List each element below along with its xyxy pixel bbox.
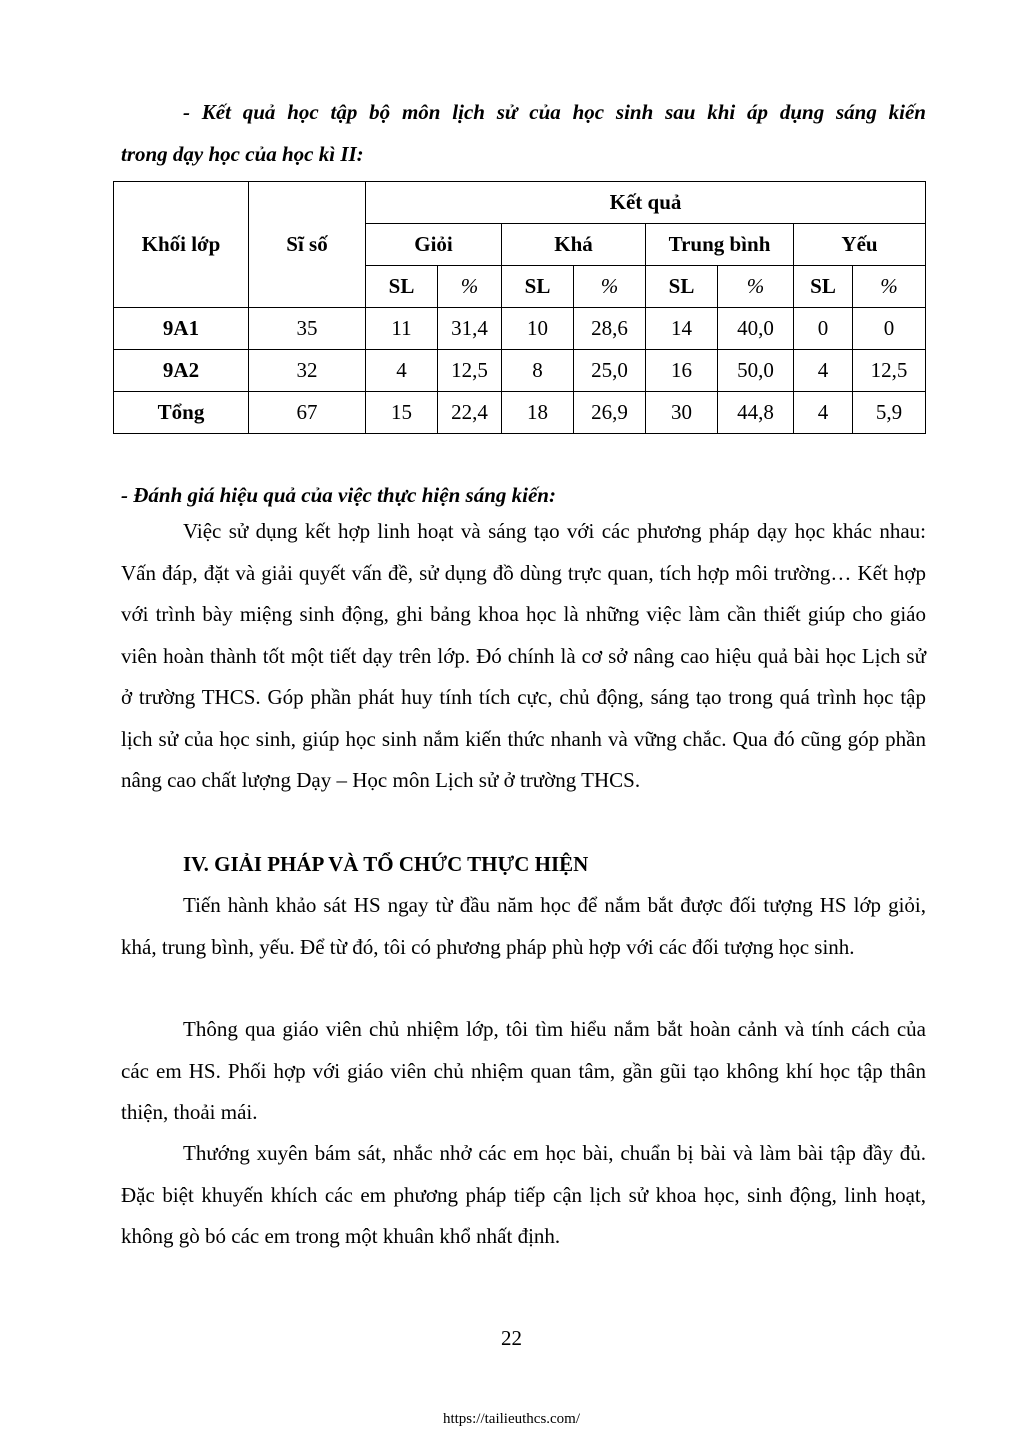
column-header-block: Khối lớp	[114, 182, 249, 308]
results-heading-line1: - Kết quả học tập bộ môn lịch sử của học sinh sau khi áp dụng sáng kiến	[183, 100, 926, 124]
sub-header-sl: SL	[502, 266, 574, 308]
table-row	[114, 392, 926, 434]
sub-header-pct: %	[853, 266, 926, 308]
evaluation-paragraph: Việc sử dụng kết hợp linh hoạt và sáng tạo với các phương pháp dạy học khác nhau: Vấn đáp, đặt và giải quyết vấn đề, sử dụng đồ dùng trực quan, tích hợp môi trường… Kết hợp với trình bày miệng sinh động, ghi bảng khoa học là những việc làm cần thiết giúp cho giáo viên hoàn thành tốt một tiết dạy trên lớp. Đó chính là cơ sở nâng cao hiệu quả bài học Lịch sử ở trường THCS. Góp phần phát huy tính tích cực, chủ động, sáng tạo trong quá trình học tập lịch sử của học sinh, giúp học sinh nắm kiến thức nhanh và vững chắc. Qua đó cũng góp phần nâng cao chất lượng Dạy – Học môn Lịch sử ở trường THCS.	[121, 519, 926, 792]
table-cell: 12,5	[853, 350, 926, 392]
row-label: 9A1	[114, 308, 249, 350]
group-header: Trung bình	[646, 224, 794, 266]
table-cell: 18	[502, 392, 574, 434]
table-row	[114, 350, 926, 392]
row-count: 67	[249, 392, 366, 434]
table-cell: 25,0	[574, 350, 646, 392]
group-header: Khá	[502, 224, 646, 266]
table-cell: 50,0	[718, 350, 794, 392]
table-cell: 4	[794, 392, 853, 434]
row-count: 35	[249, 308, 366, 350]
results-heading-line2: trong dạy học của học kì II:	[121, 142, 364, 166]
group-header: Giỏi	[366, 224, 502, 266]
results-heading	[121, 91, 926, 175]
table-cell: 10	[502, 308, 574, 350]
sub-header-pct: %	[574, 266, 646, 308]
table-cell: 15	[366, 392, 438, 434]
body-paragraph: Thướng xuyên bám sát, nhắc nhở các em học bài, chuẩn bị bài và làm bài tập đầy đủ. Đặc biệt khuyến khích các em phương pháp tiếp cận lịch sử khoa học, sinh động, linh hoạt, không gò bó các em trong một khuân khổ nhất định.	[121, 1141, 926, 1248]
sub-header-sl: SL	[366, 266, 438, 308]
table-cell: 11	[366, 308, 438, 350]
table-cell: 12,5	[438, 350, 502, 392]
table-cell: 22,4	[438, 392, 502, 434]
table-cell: 0	[853, 308, 926, 350]
table-row	[114, 308, 926, 350]
table-cell: 40,0	[718, 308, 794, 350]
row-label: Tổng	[114, 392, 249, 434]
table-cell: 4	[366, 350, 438, 392]
row-count: 32	[249, 350, 366, 392]
section-title: IV. GIẢI PHÁP VÀ TỔ CHỨC THỰC HIỆN	[183, 852, 589, 876]
table-cell: 0	[794, 308, 853, 350]
column-header-result: Kết quả	[366, 182, 926, 224]
table-cell: 8	[502, 350, 574, 392]
table-cell: 31,4	[438, 308, 502, 350]
table-header-row	[114, 182, 926, 224]
results-table	[113, 181, 926, 434]
evaluation-heading: - Đánh giá hiệu quả của việc thực hiện sáng kiến:	[121, 483, 556, 507]
sub-header-sl: SL	[794, 266, 853, 308]
table-cell: 28,6	[574, 308, 646, 350]
footer-url: https://tailieuthcs.com/	[442, 1411, 581, 1427]
table-cell: 30	[646, 392, 718, 434]
sub-header-sl: SL	[646, 266, 718, 308]
sub-header-pct: %	[438, 266, 502, 308]
column-header-count: Sĩ số	[249, 182, 366, 308]
sub-header-pct: %	[718, 266, 794, 308]
table-cell: 4	[794, 350, 853, 392]
body-paragraph: Tiến hành khảo sát HS ngay từ đầu năm học để nắm bắt được đối tượng HS lớp giỏi, khá, trung bình, yếu. Để từ đó, tôi có phương pháp phù hợp với các đối tượng học sinh.	[121, 893, 926, 959]
page-number: 22	[501, 1326, 522, 1350]
table-cell: 5,9	[853, 392, 926, 434]
table-cell: 14	[646, 308, 718, 350]
row-label: 9A2	[114, 350, 249, 392]
table-cell: 44,8	[718, 392, 794, 434]
table-cell: 26,9	[574, 392, 646, 434]
group-header: Yếu	[794, 224, 926, 266]
table-cell: 16	[646, 350, 718, 392]
body-paragraph: Thông qua giáo viên chủ nhiệm lớp, tôi tìm hiểu nắm bắt hoàn cảnh và tính cách của các em HS. Phối hợp với giáo viên chủ nhiệm quan tâm, gần gũi tạo không khí học tập thân thiện, thoải mái.	[121, 1017, 926, 1124]
